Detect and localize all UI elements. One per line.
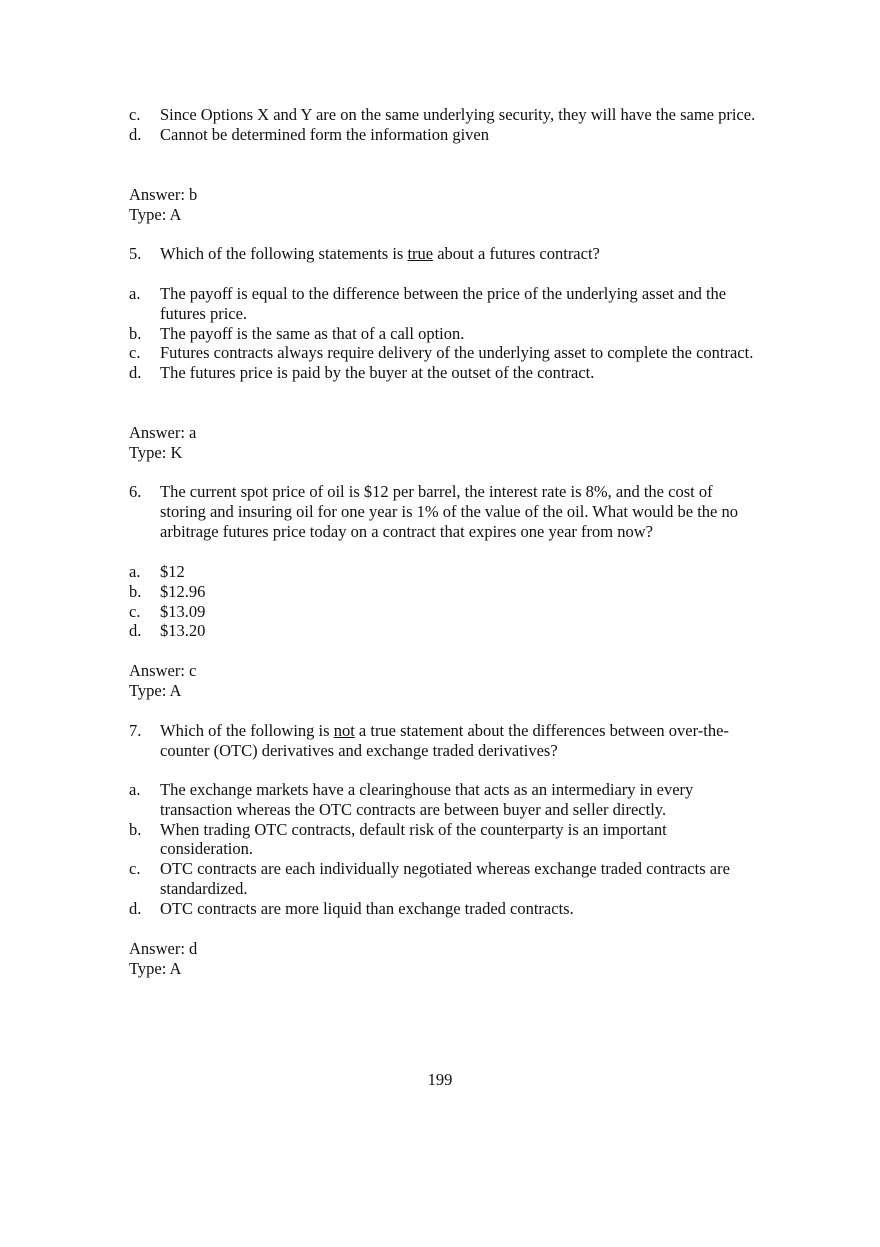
q5-answer-block [129,423,759,463]
option-text: $12.96 [160,581,206,601]
q7-type: Type: A [129,958,182,978]
q4-type: Type: A [129,204,182,224]
stem-text-before: Which of the following is [160,721,334,740]
q4-answer-block [129,185,759,225]
q7-option-c [129,859,759,899]
q6-option-c [129,602,759,622]
q4-answer: Answer: b [129,185,198,204]
question-number: 5. [129,244,142,263]
q7-options [129,780,759,919]
stem-text: The current spot price of oil is $12 per barrel, the interest rate is 8%, and the cost of storing and insuring oil for one year is 1% of the value of the oil. What would be the no arbitrage futures price today on a contract that expires one year from now? [160,482,738,541]
q4-option-d [129,125,759,145]
option-text: Cannot be determined form the information given [160,124,489,144]
option-label: a. [129,780,141,799]
q5-option-a [129,284,759,324]
q7-answer: Answer: d [129,939,198,958]
stem-emphasis: true [407,244,434,263]
option-text: The payoff is equal to the difference between the price of the underlying asset and the futures price. [160,284,727,323]
stem-emphasis: not [333,721,355,740]
option-label: d. [129,898,142,918]
q6-answer: Answer: c [129,661,197,680]
q6-stem [129,482,749,541]
option-label: b. [129,323,142,343]
question-number: 7. [129,721,142,740]
option-text: The futures price is paid by the buyer at the outset of the contract. [160,363,595,383]
q4-options [129,105,759,145]
option-label: d. [129,124,142,144]
q6-option-a [129,562,759,582]
option-text: When trading OTC contracts, default risk of the counterparty is an important consideration. [160,819,667,859]
option-label: a. [129,284,141,303]
option-text: OTC contracts are each individually negotiated whereas exchange traded contracts are standardized. [160,859,730,898]
option-label: b. [129,819,142,839]
q6-options [129,562,759,641]
option-label: a. [129,562,141,581]
q7-option-a [129,780,759,820]
option-text: Since Options X and Y are on the same underlying security, they will have the same price. [160,105,756,124]
q5-option-b [129,324,759,344]
option-text: $13.20 [160,621,206,641]
q6-answer-block [129,661,759,701]
q5-type: Type: K [129,442,183,462]
stem-text-after: about a futures contract? [433,244,600,263]
option-label: d. [129,621,142,641]
q7-option-d [129,899,759,919]
option-label: c. [129,343,141,363]
q5-answer: Answer: a [129,423,197,442]
q6-option-b [129,582,759,602]
option-text: $13.09 [160,601,206,621]
q5-option-d [129,363,759,383]
q5-stem [129,244,759,264]
q5-options [129,284,759,383]
q6-type: Type: A [129,680,182,700]
option-text: Futures contracts always require delivery of the underlying asset to complete the contract. [160,343,754,363]
option-text: The payoff is the same as that of a call option. [160,323,465,343]
q7-answer-block [129,939,759,979]
q5-question [129,244,759,264]
question-number: 6. [129,482,142,501]
option-text: OTC contracts are more liquid than exchange traded contracts. [160,898,574,918]
q7-option-b [129,820,759,860]
q6-option-d [129,621,759,641]
option-label: c. [129,601,141,621]
option-label: c. [129,859,141,879]
q7-stem [129,721,739,761]
option-text: $12 [160,562,185,581]
stem-text-before: Which of the following statements is [160,244,408,263]
stem-text-after: a true statement about the differences between over-the-counter (OTC) derivatives and exchange traded derivatives? [160,721,729,760]
page-number: 199 [427,1070,453,1089]
q7-question [129,721,739,761]
option-text: The exchange markets have a clearinghouse that acts as an intermediary in every transaction whereas the OTC contracts are between buyer and seller directly. [160,780,694,819]
q4-option-c [129,105,759,125]
option-label: b. [129,581,142,601]
option-label: d. [129,363,142,383]
q5-option-c [129,343,759,363]
option-label: c. [129,105,141,124]
q6-question [129,482,749,541]
